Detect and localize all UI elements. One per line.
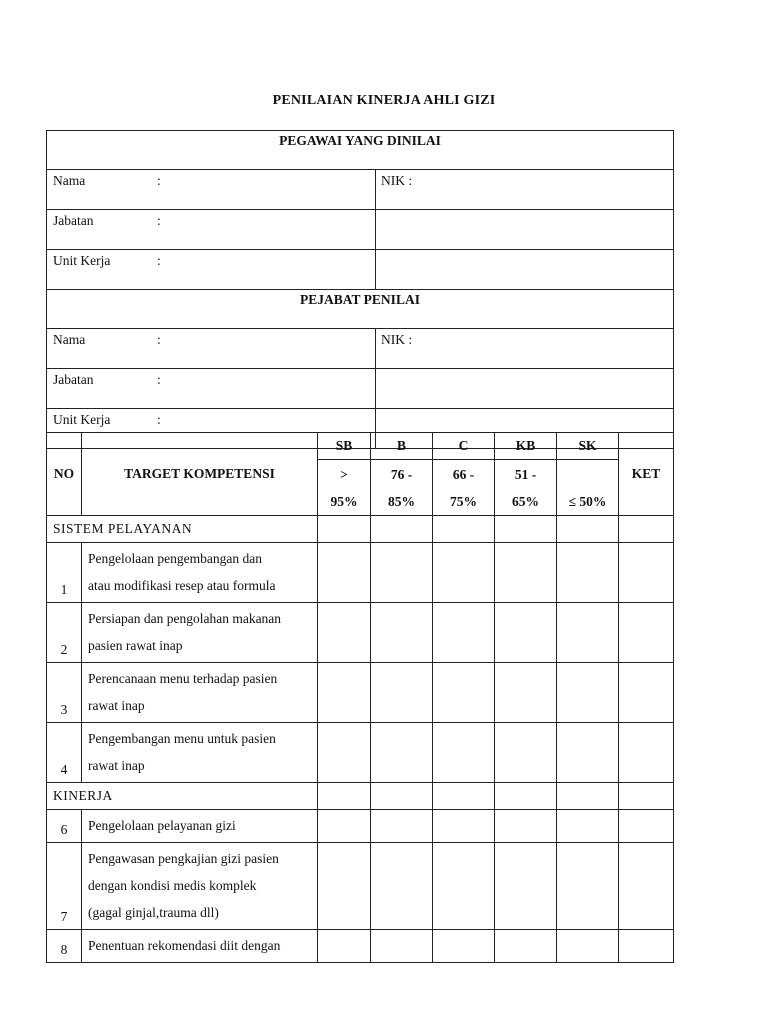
score-cell[interactable]	[318, 516, 371, 543]
page-title: PENILAIAN KINERJA AHLI GIZI	[272, 93, 496, 108]
score-cell[interactable]	[619, 663, 674, 723]
score-cell[interactable]	[433, 810, 495, 843]
score-cell[interactable]	[318, 723, 371, 783]
item-number: 3	[47, 663, 82, 723]
table-row	[47, 930, 674, 963]
header-target: TARGET KOMPETENSI	[82, 433, 318, 516]
score-cell[interactable]	[557, 543, 619, 603]
score-cell[interactable]	[495, 603, 557, 663]
item-text	[82, 543, 318, 603]
score-cell[interactable]	[371, 810, 433, 843]
score-cell[interactable]	[557, 723, 619, 783]
grade-range-bottom: 95%	[330, 493, 358, 509]
grade-range-top: 66 -	[452, 466, 475, 482]
item-text	[82, 603, 318, 663]
group-label: KINERJA	[47, 783, 318, 810]
colon: :	[157, 213, 161, 228]
score-cell[interactable]	[495, 543, 557, 603]
score-cell[interactable]	[495, 930, 557, 963]
penilai-unit-label: Unit Kerja	[53, 412, 111, 427]
colon: :	[157, 253, 161, 268]
score-cell[interactable]	[318, 663, 371, 723]
score-cell[interactable]	[557, 843, 619, 930]
grade-range	[433, 460, 495, 516]
grade-range-top: 51 -	[514, 466, 537, 482]
item-line: Pengembangan menu untuk pasien	[88, 731, 276, 746]
pegawai-heading: PEGAWAI YANG DINILAI	[47, 131, 674, 170]
pegawai-unit-label: Unit Kerja	[53, 253, 111, 268]
item-text	[82, 843, 318, 930]
score-cell[interactable]	[318, 810, 371, 843]
item-line: rawat inap	[88, 758, 145, 773]
score-cell[interactable]	[557, 810, 619, 843]
pegawai-jabatan-field[interactable]	[47, 210, 376, 250]
score-cell[interactable]	[495, 810, 557, 843]
penilai-nik-field[interactable]	[376, 329, 674, 369]
score-cell[interactable]	[433, 930, 495, 963]
item-text	[82, 930, 318, 963]
pegawai-nik-field[interactable]	[376, 170, 674, 210]
item-line: Pengelolaan pelayanan gizi	[88, 818, 236, 833]
colon: :	[157, 372, 161, 387]
item-text	[82, 723, 318, 783]
score-cell[interactable]	[433, 516, 495, 543]
score-cell[interactable]	[371, 930, 433, 963]
score-cell[interactable]	[371, 543, 433, 603]
item-line: rawat inap	[88, 698, 145, 713]
score-cell[interactable]	[495, 723, 557, 783]
score-cell[interactable]	[619, 810, 674, 843]
table-row	[47, 723, 674, 783]
score-cell[interactable]	[318, 603, 371, 663]
penilai-heading: PEJABAT PENILAI	[47, 290, 674, 329]
grade-range-bottom: 65%	[512, 493, 539, 509]
grade-range-top: >	[340, 466, 348, 482]
colon: :	[157, 332, 161, 347]
score-cell[interactable]	[433, 663, 495, 723]
group-row	[47, 783, 674, 810]
score-cell[interactable]	[619, 783, 674, 810]
score-cell[interactable]	[557, 930, 619, 963]
grade-range-bottom: 75%	[450, 493, 477, 509]
colon: :	[157, 173, 161, 188]
header-ket: KET	[619, 433, 674, 516]
grade-range	[371, 460, 433, 516]
item-line: Penentuan rekomendasi diit dengan	[88, 938, 281, 953]
score-cell[interactable]	[557, 783, 619, 810]
score-cell[interactable]	[433, 843, 495, 930]
item-number: 1	[47, 543, 82, 603]
group-label: SISTEM PELAYANAN	[47, 516, 318, 543]
table-row	[47, 603, 674, 663]
score-cell[interactable]	[619, 843, 674, 930]
grade-range-bottom: ≤ 50%	[568, 493, 607, 509]
item-text	[82, 810, 318, 843]
grade-range	[557, 460, 619, 516]
score-cell[interactable]	[318, 543, 371, 603]
score-cell[interactable]	[495, 843, 557, 930]
score-cell[interactable]	[318, 843, 371, 930]
item-line: dengan kondisi medis komplek	[88, 878, 257, 893]
score-cell[interactable]	[371, 603, 433, 663]
empty-cell[interactable]	[376, 369, 674, 409]
empty-cell[interactable]	[376, 250, 674, 290]
score-cell[interactable]	[318, 930, 371, 963]
item-line: Pengawasan pengkajian gizi pasien	[88, 851, 279, 866]
item-number: 6	[47, 810, 82, 843]
item-number: 2	[47, 603, 82, 663]
score-cell[interactable]	[557, 516, 619, 543]
score-cell[interactable]	[433, 543, 495, 603]
score-cell[interactable]	[495, 663, 557, 723]
score-cell[interactable]	[495, 783, 557, 810]
item-line: atau modifikasi resep atau formula	[88, 578, 276, 593]
header-no: NO	[47, 433, 82, 516]
penilai-nik-label: NIK :	[381, 332, 413, 347]
grade-range-top: 76 -	[390, 466, 413, 482]
item-line: pasien rawat inap	[88, 638, 183, 653]
score-cell[interactable]	[619, 543, 674, 603]
identity-table	[46, 130, 674, 449]
score-cell[interactable]	[433, 603, 495, 663]
score-cell[interactable]	[371, 843, 433, 930]
penilai-nama-label: Nama	[53, 332, 86, 347]
score-cell[interactable]	[557, 663, 619, 723]
table-row	[47, 810, 674, 843]
table-row	[47, 843, 674, 930]
pegawai-nik-label: NIK :	[381, 173, 413, 188]
grade-code: SK	[557, 433, 619, 460]
penilai-jabatan-label: Jabatan	[53, 372, 94, 387]
score-cell[interactable]	[619, 930, 674, 963]
item-number: 4	[47, 723, 82, 783]
score-cell[interactable]	[619, 723, 674, 783]
table-row	[47, 663, 674, 723]
grade-code: B	[371, 433, 433, 460]
score-cell[interactable]	[619, 516, 674, 543]
score-cell[interactable]	[371, 663, 433, 723]
grade-code: C	[433, 433, 495, 460]
grade-range-top	[557, 461, 618, 488]
item-number: 8	[47, 930, 82, 963]
pegawai-nama-label: Nama	[53, 173, 86, 188]
penilai-jabatan-field[interactable]	[47, 369, 376, 409]
grade-code: SB	[318, 433, 371, 460]
score-cell[interactable]	[318, 783, 371, 810]
empty-cell[interactable]	[376, 210, 674, 250]
item-line: Perencanaan menu terhadap pasien	[88, 671, 278, 686]
score-cell[interactable]	[495, 516, 557, 543]
competency-table	[46, 432, 674, 963]
score-cell[interactable]	[371, 723, 433, 783]
score-cell[interactable]	[371, 516, 433, 543]
grade-code: KB	[495, 433, 557, 460]
score-cell[interactable]	[371, 783, 433, 810]
score-cell[interactable]	[557, 603, 619, 663]
item-number: 7	[47, 843, 82, 930]
item-line: Persiapan dan pengolahan makanan	[88, 611, 282, 626]
grade-range	[318, 460, 371, 516]
colon: :	[157, 412, 161, 427]
item-line: (gagal ginjal,trauma dll)	[88, 905, 219, 920]
pegawai-jabatan-label: Jabatan	[53, 213, 94, 228]
item-line: Pengelolaan pengembangan dan	[88, 551, 262, 566]
grade-range-bottom: 85%	[388, 493, 415, 509]
pegawai-nama-field[interactable]	[47, 170, 376, 210]
score-cell[interactable]	[433, 783, 495, 810]
penilai-nama-field[interactable]	[47, 329, 376, 369]
table-row	[47, 543, 674, 603]
grade-range	[495, 460, 557, 516]
score-cell[interactable]	[433, 723, 495, 783]
pegawai-unit-field[interactable]	[47, 250, 376, 290]
group-row	[47, 516, 674, 543]
score-cell[interactable]	[619, 603, 674, 663]
item-text	[82, 663, 318, 723]
